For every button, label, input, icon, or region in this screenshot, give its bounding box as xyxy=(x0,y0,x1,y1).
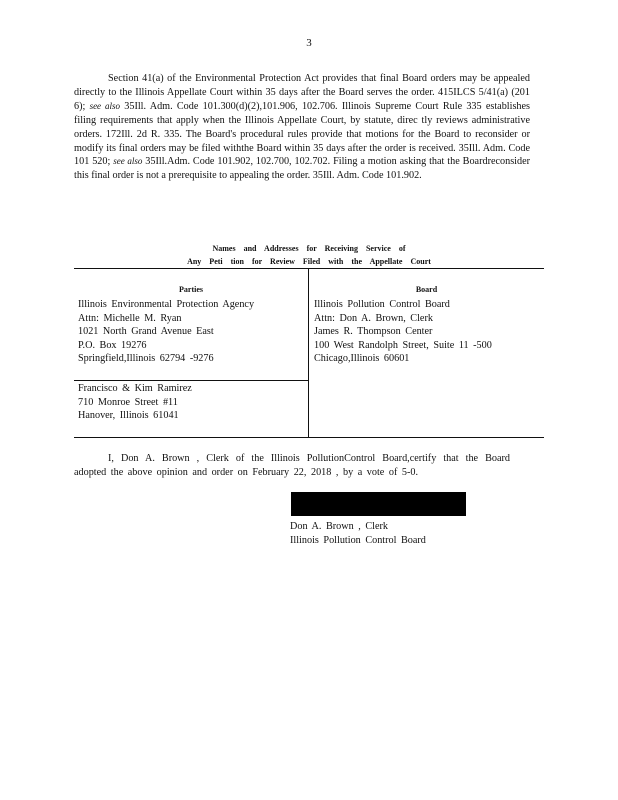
party-address-iepa xyxy=(78,298,254,366)
paragraph-text: Section 41(a) of the Environmental Protection Act provides that final Board orders may be appealed directly to the Illinois Appellate Court within 35 days after the Board serves the order. 415ILCS 5/41(a) (201 6); xyxy=(74,73,530,112)
table-divider xyxy=(308,269,309,437)
service-heading-line: Names and Addresses for Receiving Service of xyxy=(212,244,406,253)
address-line: Springfield,Illinois 62794 -9276 xyxy=(78,353,214,365)
redacted-signature xyxy=(291,492,466,516)
address-line: Chicago,Illinois 60601 xyxy=(314,353,410,365)
address-line: Illinois Pollution Control Board xyxy=(314,299,450,310)
page-number: 3 xyxy=(306,37,312,49)
service-list-table xyxy=(74,268,544,438)
party-address-ramirez xyxy=(78,382,192,423)
service-list-heading xyxy=(74,242,544,268)
address-line: 710 Monroe Street #11 xyxy=(78,396,178,408)
board-column-header: Board xyxy=(415,285,438,294)
see-also-citation: see also xyxy=(89,100,121,111)
address-line: Francisco & Kim Ramirez xyxy=(78,383,192,394)
signer-block xyxy=(290,520,426,547)
signer-name: Don A. Brown , Clerk xyxy=(290,521,388,532)
address-line: Attn: Don A. Brown, Clerk xyxy=(314,312,433,324)
address-line: 1021 North Grand Avenue East xyxy=(78,326,214,338)
address-line: 100 West Randolph Street, Suite 11 -500 xyxy=(314,339,492,351)
see-also-citation: see also xyxy=(113,156,143,167)
address-line: James R. Thompson Center xyxy=(314,326,433,338)
address-line: Illinois Environmental Protection Agency xyxy=(78,299,255,310)
parties-column-header: Parties xyxy=(179,285,203,294)
address-line: Hanover, Illinois 61041 xyxy=(78,410,179,422)
appeal-rights-paragraph xyxy=(74,72,530,183)
service-heading-line: Any Peti tion for Review Filed with the Appellate Court xyxy=(187,257,431,266)
paragraph-text: 35Ill.Adm. Code 101.902, 102.700, 102.702. Filing a motion asking that the Boardreconsider this final order is not a prerequisite to appealing the order. 35Ill. Adm. Code 101.902. xyxy=(74,156,530,182)
address-line: P.O. Box 19276 xyxy=(78,339,147,351)
board-address xyxy=(314,298,492,366)
clerk-certification: I, Don A. Brown , Clerk of the Illinois PollutionControl Board,certify that the Board adopted the above opinion and order on February 22, 2018 , by a vote of 5-0. xyxy=(74,453,510,478)
address-line: Attn: Michelle M. Ryan xyxy=(78,312,182,324)
table-divider xyxy=(74,380,309,381)
paragraph-text: 35Ill. Adm. Code 101.300(d)(2),101.906, 102.706. Illinois Supreme Court Rule 335 establishes filing requirements that apply when the Illinois Appellate Court, by statute, direc tly reviews administrative orders. 172Ill. 2d R. 335. The Board's procedural rules provide that motions for the Board to reconsider or modify its final orders may be filed withthe Board within 35 days after the order is received. 35Ill. Adm. Code 101 520; xyxy=(74,100,530,168)
signer-organization: Illinois Pollution Control Board xyxy=(290,534,426,546)
